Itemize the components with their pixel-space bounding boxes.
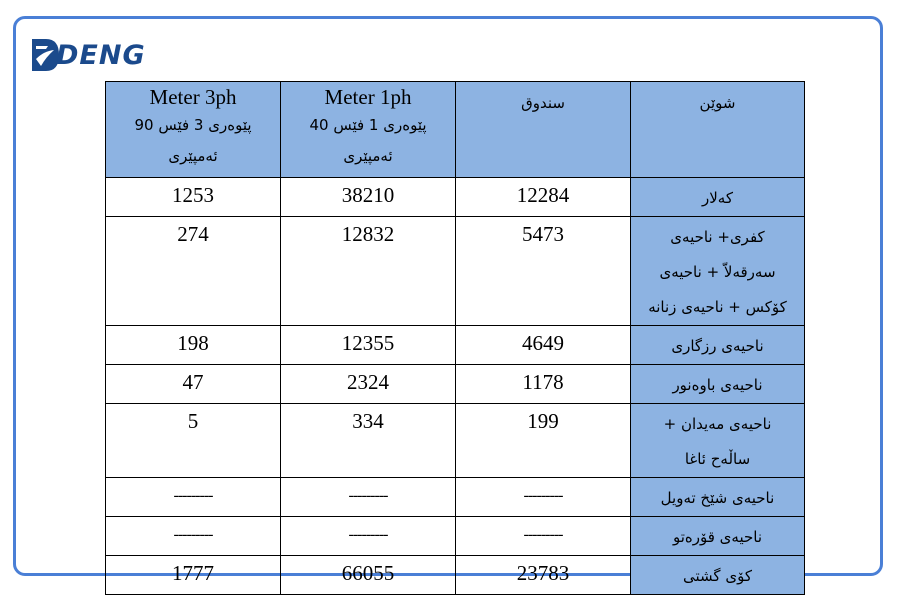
- header-meter-3ph-en: Meter 3ph: [149, 85, 237, 109]
- value: ---------: [173, 526, 213, 543]
- value: ---------: [173, 487, 213, 504]
- place-name: ناحیەی باوەنور: [672, 376, 763, 394]
- cell-meter-3ph: [106, 517, 281, 556]
- cell-meter-3ph: [106, 326, 281, 365]
- cell-meter-1ph: [281, 365, 456, 404]
- value: 5: [187, 409, 199, 433]
- cell-place: [631, 178, 805, 217]
- header-place: [631, 82, 805, 178]
- place-name: ناحیەی قۆرەتو: [672, 528, 763, 546]
- value: 2324: [347, 370, 389, 394]
- cell-box: [456, 326, 631, 365]
- place-name: ناحیەی شێخ تەویل: [660, 489, 775, 507]
- cell-place: [631, 365, 805, 404]
- table-row: [106, 404, 805, 478]
- cell-meter-1ph: [281, 517, 456, 556]
- value: 23783: [516, 561, 570, 585]
- cell-meter-3ph: [106, 478, 281, 517]
- header-box: [456, 82, 631, 178]
- cell-box: [456, 217, 631, 326]
- cell-box: [456, 517, 631, 556]
- value: 1253: [172, 183, 214, 207]
- value: 1777: [172, 561, 214, 585]
- cell-meter-3ph: [106, 556, 281, 595]
- logo: [30, 36, 146, 74]
- cell-box: [456, 556, 631, 595]
- value: 12832: [341, 222, 395, 246]
- header-meter-3ph-ku-unit: ئەمپێری: [168, 147, 218, 165]
- statistics-table: [105, 81, 805, 595]
- cell-meter-1ph: [281, 478, 456, 517]
- value: 12284: [516, 183, 570, 207]
- cell-place: [631, 556, 805, 595]
- header-meter-3ph: [106, 82, 281, 178]
- cell-box: [456, 478, 631, 517]
- cell-meter-1ph: [281, 556, 456, 595]
- value: 1178: [522, 370, 564, 394]
- header-row: [106, 82, 805, 178]
- header-meter-1ph-en: Meter 1ph: [324, 85, 412, 109]
- value: 334: [352, 409, 384, 433]
- cell-meter-1ph: [281, 217, 456, 326]
- cell-place: [631, 478, 805, 517]
- table-row: [106, 365, 805, 404]
- cell-box: [456, 404, 631, 478]
- place-name: ناحیەی مەیدان + ساڵەح ئاغا: [663, 415, 772, 468]
- value: ---------: [348, 487, 388, 504]
- value: 38210: [341, 183, 395, 207]
- value: 274: [177, 222, 209, 246]
- header-meter-1ph: [281, 82, 456, 178]
- header-place-label: شوێن: [699, 94, 736, 112]
- cell-place: [631, 217, 805, 326]
- table-row: [106, 217, 805, 326]
- value: 47: [182, 370, 204, 394]
- cell-box: [456, 365, 631, 404]
- cell-place: [631, 326, 805, 365]
- logo-text: DENG: [56, 39, 146, 71]
- place-name: کۆی گشتی: [683, 567, 752, 585]
- value: 66055: [341, 561, 395, 585]
- value: ---------: [523, 526, 563, 543]
- cell-meter-1ph: [281, 326, 456, 365]
- place-name: ناحیەی رزگاری: [671, 337, 764, 355]
- header-meter-1ph-ku-unit: ئەمپێری: [343, 147, 393, 165]
- cell-meter-1ph: [281, 178, 456, 217]
- table-row: [106, 326, 805, 365]
- table-row-total: [106, 556, 805, 595]
- header-meter-3ph-ku: پێوەری 3 فێس 90: [134, 116, 252, 134]
- value: 4649: [522, 331, 564, 355]
- table-row: [106, 517, 805, 556]
- cell-place: [631, 517, 805, 556]
- table-row: [106, 178, 805, 217]
- place-name: کفری+ ناحیەی سەرقەلاّ + ناحیەی کۆکس + ناحیەی زنانە: [648, 228, 787, 316]
- cell-box: [456, 178, 631, 217]
- value: ---------: [348, 526, 388, 543]
- header-meter-1ph-ku: پێوەری 1 فێس 40: [309, 116, 427, 134]
- value: 5473: [522, 222, 564, 246]
- cell-meter-3ph: [106, 178, 281, 217]
- cell-meter-1ph: [281, 404, 456, 478]
- value: ---------: [523, 487, 563, 504]
- header-box-label: سندوق: [521, 94, 565, 112]
- cell-meter-3ph: [106, 404, 281, 478]
- value: 199: [527, 409, 559, 433]
- cell-meter-3ph: [106, 365, 281, 404]
- value: 198: [177, 331, 209, 355]
- value: 12355: [341, 331, 395, 355]
- cell-place: [631, 404, 805, 478]
- cell-meter-3ph: [106, 217, 281, 326]
- table-row: [106, 478, 805, 517]
- place-name: کەلار: [702, 189, 733, 207]
